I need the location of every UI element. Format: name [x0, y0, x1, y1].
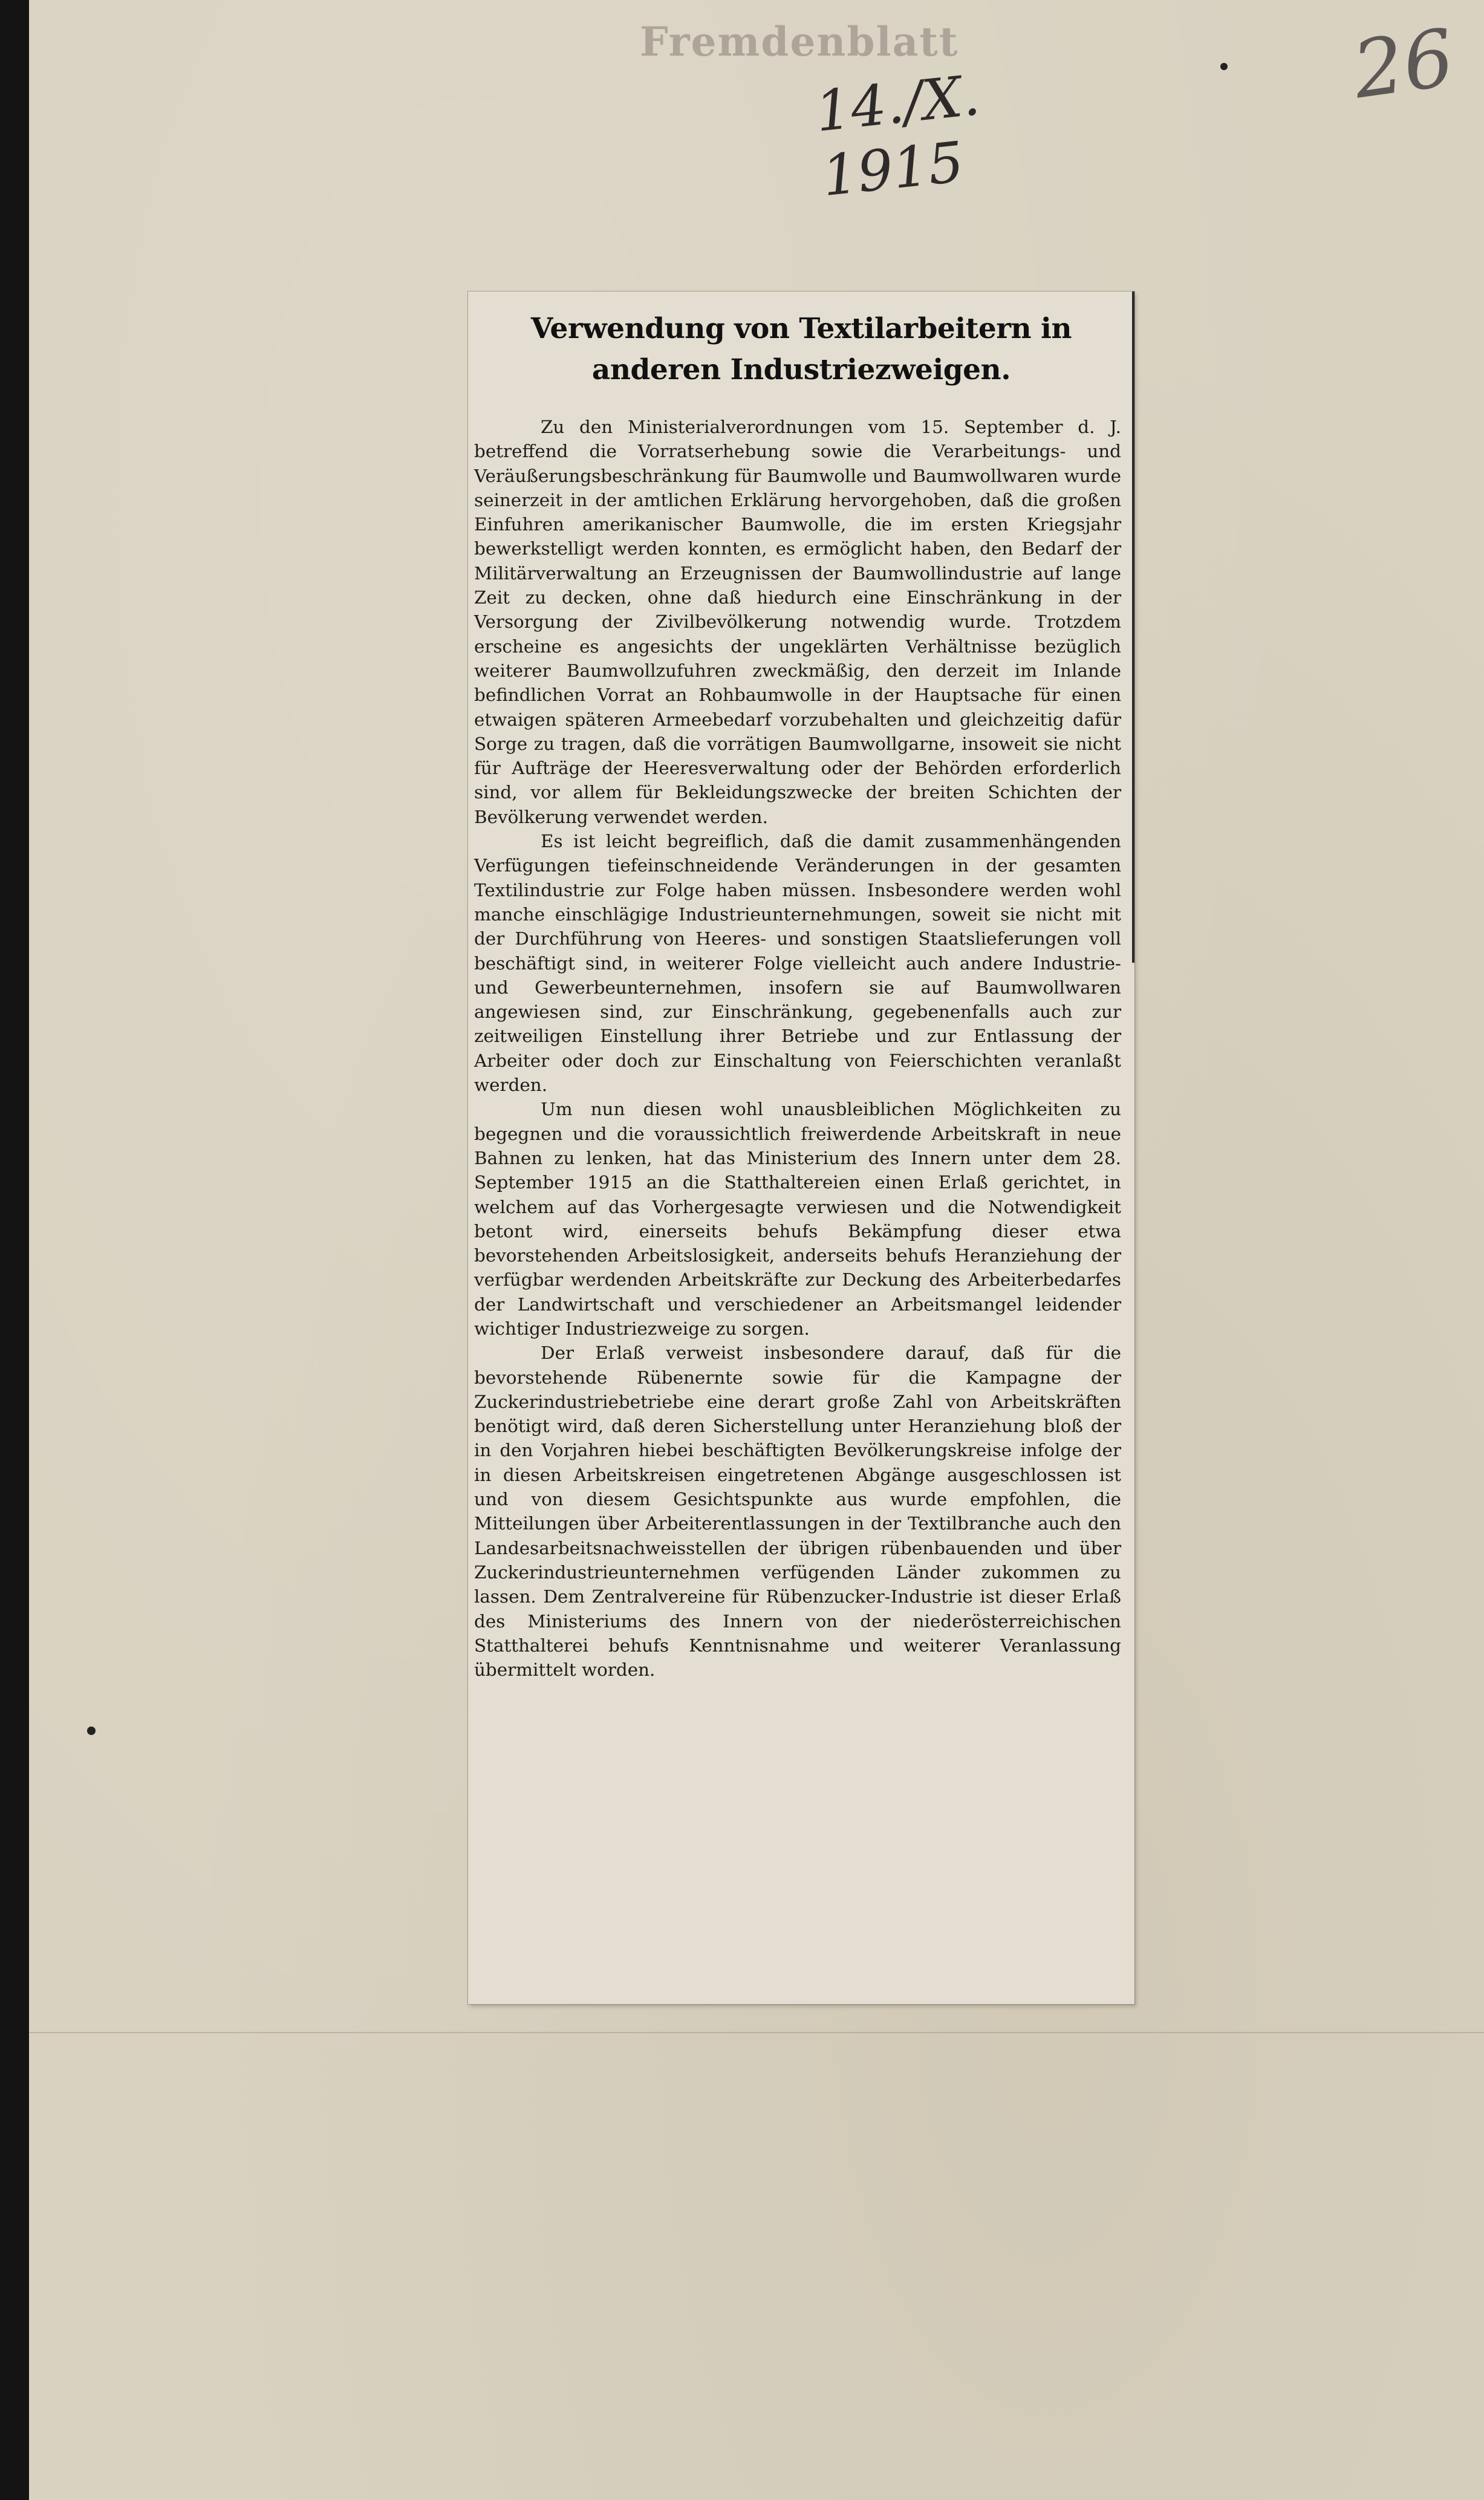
archive-sheet [29, 0, 1484, 2500]
article-paragraph: Um nun diesen wohl unausbleiblichen Möglichkeiten zu begegnen und die voraussichtlich freiwerdende Arbeitskraft in neue Bahnen zu lenken, hat das Ministerium des Innern unter dem 28. September 1915 an die Statthaltereien einen Erlaß gerichtet, in welchem auf das Vorhergesagte verwiesen und die Notwendigkeit betont wird, einerseits behufs Bekämpfung dieser etwa bevorstehenden Arbeitslosigkeit, anderseits behufs Heranziehung der verfügbar werdenden Arbeitskräfte zur Deckung des Arbeiterbedarfes der Landwirtschaft und verschiedener an Arbeitsmangel leidender wichtiger Industriezweige zu sorgen. [474, 1099, 1121, 1339]
paper-fold-line [29, 2032, 1484, 2033]
article-title: Verwendung von Textilarbeitern in anderen Industriezweigen. [530, 312, 1072, 386]
column-rule [1132, 291, 1134, 963]
ink-dot [1220, 63, 1228, 70]
handwritten-date: 14./X. 1915 [812, 62, 983, 209]
article-paragraph: Zu den Ministerialverordnungen vom 15. September d. J. betreffend die Vorratserhebung sowie die Verarbeitungs- und Veräußerungsbeschränkung für Baumwolle und Baumwollwaren wurde seinerzeit in der amtlichen Erklärung hervorgehoben, daß die großen Einfuhren amerikanischer Baumwolle, die im ersten Kriegsjahr bewerkstelligt werden konnten, es ermöglicht haben, den Bedarf der Militärverwaltung an Erzeugnissen der Baumwollindustrie auf lange Zeit zu decken, ohne daß hiedurch eine Einschränkung in der Versorgung der Zivilbevölkerung notwendig wurde. Trotzdem erscheine es angesichts der ungeklärten Verhältnisse bezüglich weiterer Baumwollzufuhren zweckmäßig, den derzeit im Inlande befindlichen Vorrat an Rohbaumwolle in der Hauptsache für einen etwaigen späteren Armeebedarf vorzubehalten und gleichzeitig dafür Sorge zu tragen, daß die vorrätigen Baumwollgarne, insoweit sie nicht für Aufträge der Heeresverwaltung oder der Behörden erforderlich sind, vor allem für Bekleidungszwecke der breiten Schichten der Bevölkerung verwendet werden. [474, 417, 1121, 827]
handwritten-page-number: 26 [1347, 11, 1460, 117]
article-body [474, 415, 1121, 1682]
article-paragraph: Der Erlaß verweist insbesondere darauf, daß für die bevorstehende Rübenernte sowie für die Kampagne der Zuckerindustriebetriebe eine derart große Zahl von Arbeitskräften benötigt wird, daß deren Sicherstellung unter Heranziehung bloß der in den Vorjahren hiebei beschäftigten Bevölkerungskreise infolge der in diesen Arbeitskreisen eingetretenen Abgänge ausgeschlossen ist und von diesem Gesichtspunkte aus wurde empfohlen, die Mitteilungen über Arbeiterentlassungen in der Textilbranche auch den Landesarbeitsnachweisstellen der übrigen rübenbauenden und über Zuckerindustrieunternehmen verfügenden Länder zukommen zu lassen. Dem Zentralvereine für Rübenzucker-Industrie ist dieser Erlaß des Ministeriums des Innern von der niederösterreichischen Statthalterei behufs Kenntnisnahme und weiterer Veranlassung übermittelt worden. [474, 1343, 1121, 1681]
newspaper-stamp: Fremdenblatt [640, 18, 959, 65]
punch-hole-mark [87, 1727, 96, 1735]
article-paragraph: Es ist leicht begreiflich, daß die damit zusammenhängenden Verfügungen tiefeinschneidende Veränderungen in der gesamten Textilindustrie zur Folge haben müssen. Insbesondere werden wohl manche einschlägige Industrieunternehmungen, soweit sie nicht mit der Durchführung von Heeres- und sonstigen Staatslieferungen voll beschäftigt sind, in weiterer Folge vielleicht auch andere Industrie- und Gewerbeunternehmen, insofern sie auf Baumwollwaren angewiesen sind, zur Einschränkung, gegebenenfalls auch zur zeitweiligen Einstellung ihrer Betriebe und zur Entlassung der Arbeiter oder doch zur Einschaltung von Feierschichten veranlaßt werden. [474, 831, 1121, 1096]
newspaper-clipping [468, 291, 1134, 2004]
